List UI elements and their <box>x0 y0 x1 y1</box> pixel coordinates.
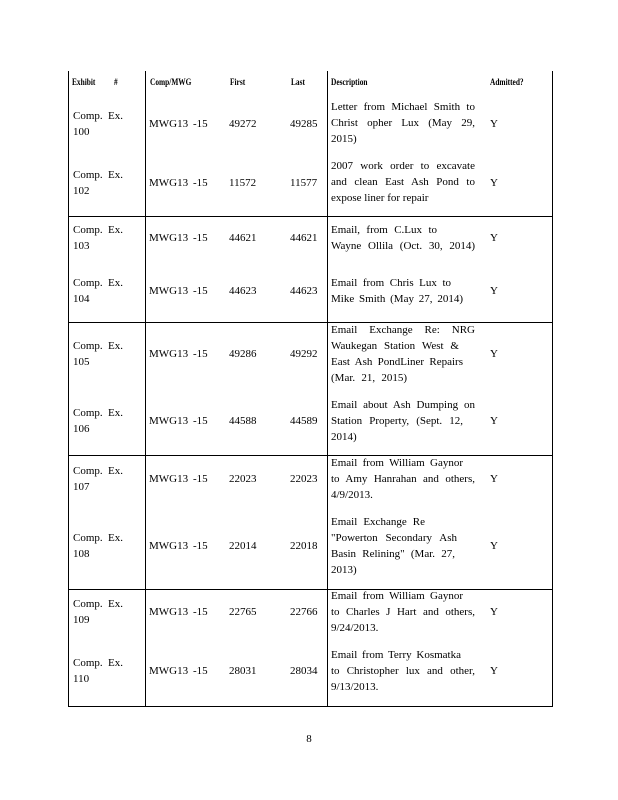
last-page: 49285 <box>290 118 318 130</box>
admitted-value: Y <box>490 285 498 297</box>
mwg-suffix: -15 <box>193 606 208 618</box>
exhibit-number: 107 <box>73 481 90 493</box>
description: Email from Terry Kosmatka to Christopher lux and other, 9/13/2013. <box>331 649 475 693</box>
admitted-value: Y <box>490 415 498 427</box>
header-number: # <box>114 77 118 87</box>
header-first: First <box>230 77 246 87</box>
exhibit-number: 110 <box>73 673 90 685</box>
mwg-suffix: -15 <box>193 415 208 427</box>
exhibit-number: 100 <box>73 126 90 138</box>
mwg-prefix: MWG13 <box>149 348 189 360</box>
admitted-value: Y <box>490 606 498 618</box>
mwg-suffix: -15 <box>193 232 208 244</box>
mwg-prefix: MWG13 <box>149 415 189 427</box>
last-page: 44621 <box>290 232 318 244</box>
description: Email about Ash Dumping on Station Property, (Sept. 12, 2014) <box>331 399 475 443</box>
exhibit-ex: Ex. <box>108 224 123 236</box>
exhibit-label: Comp. <box>73 465 103 477</box>
last-page: 11577 <box>290 177 318 189</box>
mwg-suffix: -15 <box>193 473 208 485</box>
admitted-value: Y <box>490 473 498 485</box>
admitted-value: Y <box>490 232 498 244</box>
description: Email from William Gaynor to Amy Hanrahan and others, 4/9/2013. <box>331 457 475 501</box>
admitted-value: Y <box>490 540 498 552</box>
exhibit-label: Comp. <box>73 224 103 236</box>
first-page: 11572 <box>229 177 257 189</box>
exhibit-number: 109 <box>73 614 90 626</box>
table-border-bottom <box>68 706 553 707</box>
mwg-prefix: MWG13 <box>149 665 189 677</box>
table-border-left <box>68 71 69 707</box>
last-page: 49292 <box>290 348 318 360</box>
first-page: 49272 <box>229 118 257 130</box>
exhibit-number: 108 <box>73 548 90 560</box>
first-page: 49286 <box>229 348 257 360</box>
exhibit-label: Comp. <box>73 407 103 419</box>
first-page: 22765 <box>229 606 257 618</box>
page-number: 8 <box>306 733 312 745</box>
description: Email from Chris Lux to Mike Smith (May 27, 2014) <box>331 277 463 305</box>
first-page: 28031 <box>229 665 257 677</box>
first-page: 44621 <box>229 232 257 244</box>
exhibit-ex: Ex. <box>108 169 123 181</box>
mwg-prefix: MWG13 <box>149 473 189 485</box>
exhibit-ex: Ex. <box>108 340 123 352</box>
mwg-suffix: -15 <box>193 540 208 552</box>
header-exhibit: Exhibit <box>72 77 96 87</box>
description: Email Exchange Re: NRG Waukegan Station West & East Ash PondLiner Repairs (Mar. 21, 2015) <box>331 324 475 384</box>
exhibit-number: 105 <box>73 356 90 368</box>
last-page: 22766 <box>290 606 318 618</box>
exhibit-label: Comp. <box>73 169 103 181</box>
row-divider <box>68 322 553 323</box>
description: Letter from Michael Smith to Christ opher Lux (May 29, 2015) <box>331 101 475 145</box>
mwg-suffix: -15 <box>193 177 208 189</box>
first-page: 44623 <box>229 285 257 297</box>
exhibit-ex: Ex. <box>108 657 123 669</box>
exhibit-ex: Ex. <box>108 465 123 477</box>
description: 2007 work order to excavate and clean East Ash Pond to expose liner for repair <box>331 160 475 204</box>
exhibit-label: Comp. <box>73 598 103 610</box>
description: Email from William Gaynor to Charles J Hart and others, 9/24/2013. <box>331 590 475 634</box>
column-divider <box>145 71 146 707</box>
header-comp-mwg: Comp/MWG <box>150 77 192 87</box>
row-divider <box>68 455 553 456</box>
mwg-prefix: MWG13 <box>149 118 189 130</box>
exhibit-number: 106 <box>73 423 90 435</box>
admitted-value: Y <box>490 177 498 189</box>
last-page: 44623 <box>290 285 318 297</box>
mwg-suffix: -15 <box>193 665 208 677</box>
last-page: 22023 <box>290 473 318 485</box>
mwg-suffix: -15 <box>193 348 208 360</box>
mwg-prefix: MWG13 <box>149 232 189 244</box>
last-page: 28034 <box>290 665 318 677</box>
mwg-suffix: -15 <box>193 285 208 297</box>
mwg-suffix: -15 <box>193 118 208 130</box>
exhibit-number: 103 <box>73 240 90 252</box>
mwg-prefix: MWG13 <box>149 285 189 297</box>
admitted-value: Y <box>490 118 498 130</box>
description: Email Exchange Re "Powerton Secondary Ash Basin Relining" (Mar. 27, 2013) <box>331 516 457 576</box>
row-divider <box>68 216 553 217</box>
mwg-prefix: MWG13 <box>149 540 189 552</box>
row-divider <box>68 589 553 590</box>
last-page: 22018 <box>290 540 318 552</box>
admitted-value: Y <box>490 665 498 677</box>
header-description: Description <box>331 77 368 87</box>
exhibit-number: 102 <box>73 185 90 197</box>
exhibit-ex: Ex. <box>108 407 123 419</box>
exhibit-ex: Ex. <box>108 110 123 122</box>
exhibit-ex: Ex. <box>108 532 123 544</box>
exhibit-label: Comp. <box>73 340 103 352</box>
mwg-prefix: MWG13 <box>149 177 189 189</box>
first-page: 22023 <box>229 473 257 485</box>
exhibit-ex: Ex. <box>108 598 123 610</box>
header-admitted: Admitted? <box>490 77 524 87</box>
header-last: Last <box>291 77 305 87</box>
last-page: 44589 <box>290 415 318 427</box>
table-border-right <box>552 71 553 707</box>
mwg-prefix: MWG13 <box>149 606 189 618</box>
column-divider <box>327 71 328 707</box>
exhibit-number: 104 <box>73 293 90 305</box>
exhibit-label: Comp. <box>73 110 103 122</box>
exhibit-label: Comp. <box>73 657 103 669</box>
first-page: 44588 <box>229 415 257 427</box>
exhibit-ex: Ex. <box>108 277 123 289</box>
exhibit-label: Comp. <box>73 277 103 289</box>
first-page: 22014 <box>229 540 257 552</box>
exhibit-label: Comp. <box>73 532 103 544</box>
admitted-value: Y <box>490 348 498 360</box>
description: Email, from C.Lux to Wayne Ollila (Oct. 30, 2014) <box>331 224 475 252</box>
